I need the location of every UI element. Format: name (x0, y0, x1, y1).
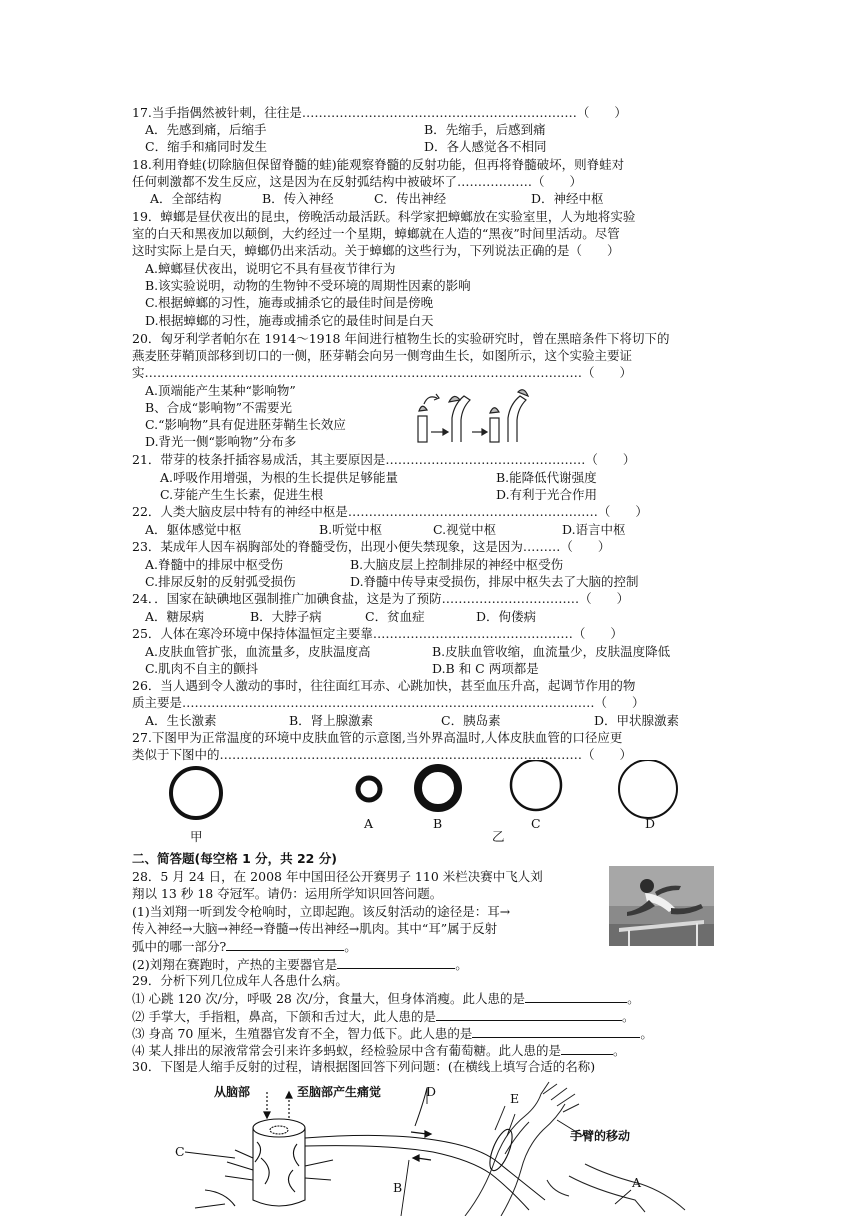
q28-line6 (132, 955, 468, 973)
q29-item1-blank[interactable] (525, 989, 627, 1003)
q25-option-c: C.肌肉不自主的颤抖 (145, 661, 259, 676)
vessel-label-jia: 甲 (190, 829, 203, 844)
q25-option-d: D.B 和 C 两项都是 (432, 661, 539, 676)
q29-item2-text: ⑵ 手掌大，手指粗，鼻高，下颌和舌过大，此人患的是 (132, 1009, 436, 1024)
q25-option-a: A.皮肤血管扩张，血流量多，皮肤温度高 (145, 644, 371, 659)
hurdler-photo (609, 866, 714, 946)
q29-item4-text: ⑷ 某人排出的尿液常常会引来许多蚂蚁，经检验尿中含有葡萄糖。此人患的是 (132, 1043, 561, 1058)
q24-option-b: B．大脖子病 (250, 609, 322, 624)
q26-option-d: D．甲状腺激素 (594, 713, 680, 728)
q28-line2: 翔以 13 秒 18 夺冠军。请仍：运用所学知识回答问题。 (132, 886, 443, 901)
q21-option-d: D.有利于光合作用 (496, 487, 598, 502)
q22-option-a: A．躯体感觉中枢 (145, 522, 242, 537)
vessel-jia (171, 768, 221, 818)
coleoptile-figure (410, 388, 535, 448)
vessel-label-a: A (364, 816, 374, 831)
label-arm-movement: 手臂的移动 (570, 1129, 631, 1143)
q20-stem-line2: 燕麦胚芽鞘顶部移到切口的一侧，胚芽鞘会向另一侧弯曲生长，如图所示，这个实验主要证 (132, 348, 633, 363)
q26-option-b: B．肾上腺激素 (289, 713, 374, 728)
q25-option-b: B.皮肤血管收缩，血流量少，皮肤温度降低 (432, 644, 671, 659)
q24-option-d: D．佝偻病 (476, 609, 537, 624)
q19-stem-line1: 19．蟑螂是昼伏夜出的昆虫，傍晚活动最活跃。科学家把蟑螂放在实验室里，人为地将实验 (132, 209, 636, 224)
q18-option-d: D．神经中枢 (531, 191, 604, 206)
muscle-e (485, 1127, 516, 1174)
q28-q2-text: (2)刘翔在赛跑时，产热的主要器官是 (132, 957, 338, 972)
q21-option-a: A.呼吸作用增强，为根的生长提供足够能量 (160, 470, 399, 485)
q21-option-b: B.能降低代谢强度 (496, 470, 597, 485)
q23-option-a: A.脊髓中的排尿中枢受伤 (145, 557, 284, 572)
q28-line1: 28．5 月 24 日，在 2008 年中国田径公开赛男子 110 米栏决赛中飞人刘 (132, 869, 543, 884)
coleoptile-step4 (508, 390, 528, 442)
reflex-label-d: D (426, 1084, 437, 1099)
q19-option-a: A.蟑螂昼伏夜出，说明它不具有昼夜节律行为 (145, 261, 396, 276)
arrow-1 (431, 429, 448, 435)
q22-option-d: D.语言中枢 (562, 522, 626, 537)
q29-item1-end: 。 (627, 991, 640, 1006)
impulse-arrows (411, 1131, 431, 1161)
q17-option-c: C．缩手和痛同时发生 (145, 139, 268, 154)
vessel-c (511, 760, 561, 810)
q23-stem: 23．某成年人因车祸胸部处的脊髓受伤，出现小便失禁现象，这是因为………（ ） (132, 539, 611, 554)
reflex-label-a: A (632, 1175, 642, 1190)
q29-item1 (132, 989, 640, 1007)
from-brain-arrow (264, 1092, 270, 1118)
reflex-label-e: E (510, 1091, 520, 1106)
q20-option-a: A.顶端能产生某种“影响物” (145, 383, 296, 398)
q23-option-c: C.排尿反射的反射弧受损伤 (145, 574, 296, 589)
vessel-label-b: B (433, 816, 443, 831)
q24-option-a: A．糖尿病 (145, 609, 205, 624)
q19-option-b: B.该实验说明，动物的生物钟不受环境的周期性因素的影响 (145, 278, 471, 293)
q29-item3-text: ⑶ 身高 70 厘米，生殖器官发育不全，智力低下。此人患的是 (132, 1026, 473, 1041)
coleoptile-step1 (418, 394, 439, 442)
q21-stem: 21．带芽的枝条扦插容易成活，其主要原因是…………………………………………（ ） (132, 452, 636, 467)
q29-item4 (132, 1041, 626, 1059)
q18-option-c: C．传出神经 (374, 191, 447, 206)
q17-option-d: D．各人感觉各不相同 (424, 139, 547, 154)
arrow-2 (472, 429, 487, 435)
q29-item3 (132, 1024, 653, 1042)
vessel-label-yi: 乙 (492, 829, 505, 844)
vessel-label-c: C (531, 816, 541, 831)
q20-option-b: B、合成“影响物”不需要光 (145, 400, 292, 415)
reflex-label-c: C (175, 1144, 185, 1159)
q28-line3: (1)当刘翔一听到发令枪响时，立即起跑。该反射活动的途径是：耳→ (132, 904, 511, 919)
q28-q1-answer-blank[interactable] (226, 937, 344, 951)
coleoptile-step3 (490, 408, 499, 442)
coleoptile-step2 (449, 396, 470, 442)
q28-q2-end: 。 (455, 957, 468, 972)
q19-option-c: C.根据蟑螂的习性，施毒或捕杀它的最佳时间是傍晚 (145, 295, 434, 310)
q28-line5 (132, 937, 357, 955)
q29-item4-end: 。 (612, 1043, 626, 1058)
q17-option-b: B．先缩手，后感到痛 (424, 122, 546, 137)
vessel-a (358, 778, 380, 800)
q29-item3-blank[interactable] (472, 1024, 640, 1038)
arm-outline (465, 1082, 685, 1216)
q18-stem-line1: 18.利用脊蛙(切除脑但保留脊髓的蛙)能观察脊髓的反射功能，但再将脊髓破坏，则脊蛙对 (132, 157, 625, 172)
q29-item3-end: 。 (640, 1026, 653, 1041)
q29-stem: 29．分析下列几位成年人各患什么病。 (132, 973, 348, 988)
q27-stem-line1: 27.下图甲为正常温度的环境中皮肤血管的示意图,当外界高温时,人体皮肤血管的口径应更 (132, 730, 623, 745)
q30-stem: 30．下图是人缩手反射的过程，请根据图回答下列问题：(在横线上填写合适的名称) (132, 1059, 596, 1074)
q23-option-d: D.脊髓中传导束受损伤，排尿中枢失去了大脑的控制 (350, 574, 639, 589)
q21-option-c: C.芽能产生生长素，促进生根 (160, 487, 324, 502)
q26-option-a: A．生长激素 (145, 713, 217, 728)
spinal-cord (195, 1119, 333, 1208)
nerve-fibers (305, 1088, 545, 1210)
label-to-brain: 至脑部产生痛觉 (297, 1085, 382, 1099)
q24-stem: 24．．国家在缺碘地区强制推广加碘食盐，这是为了预防……………………………（ ） (132, 591, 630, 606)
q18-option-b: B．传入神经 (262, 191, 334, 206)
blood-vessel-figure (160, 760, 690, 850)
q29-item2-blank[interactable] (436, 1007, 622, 1021)
vessel-label-d: D (645, 816, 656, 831)
q22-stem: 22．人类大脑皮层中特有的神经中枢是……………………………………………………（ ） (132, 504, 648, 519)
q27-stem-line2: 类似于下图中的……………………………………………………………………………（ ） (132, 747, 633, 762)
q20-stem-line3: 实……………………………………………………………………………………………（ ） (132, 365, 633, 380)
q18-stem-line2: 任何刺激都不发生反应，这是因为在反射弧结构中被破坏了………………（ ） (132, 174, 583, 189)
q29-item2 (132, 1007, 635, 1025)
label-from-brain: 从脑部 (214, 1085, 251, 1099)
vessel-d (619, 760, 677, 818)
q26-option-c: C．胰岛素 (441, 713, 501, 728)
q18-option-a: A．全部结构 (150, 191, 222, 206)
q17-option-a: A．先感到痛，后缩手 (145, 122, 267, 137)
q20-option-c: C.“影响物”具有促进胚芽鞘生长效应 (145, 417, 346, 432)
q28-line4: 传入神经→大脑→神经→脊髓→传出神经→肌肉。其中“耳”属于反射 (132, 921, 498, 936)
q19-option-d: D.根据蟑螂的习性，施毒或捕杀它的最佳时间是白天 (145, 313, 434, 328)
label-pointers (185, 1088, 631, 1216)
reflex-label-b: B (393, 1180, 403, 1195)
q20-option-d: D.背光一侧“影响物”分布多 (145, 434, 297, 449)
q28-q2-answer-blank[interactable] (337, 955, 455, 969)
q20-stem-line1: 20．匈牙利学者帕尔在 1914～1918 年间进行植物生长的实验研究时，曾在黑暗条件下将切下的 (132, 331, 670, 346)
q29-item2-end: 。 (621, 1009, 635, 1024)
vessel-b (418, 768, 458, 808)
section2-title: 二、简答题(每空格 1 分，共 22 分) (132, 851, 337, 866)
q22-option-b: B.听觉中枢 (319, 522, 383, 537)
q28-q1-text: 弧中的哪一部分? (132, 939, 227, 954)
q28-q1-end: 。 (344, 939, 357, 954)
q24-option-c: C．贫血症 (365, 609, 425, 624)
q29-item1-text: ⑴ 心跳 120 次/分，呼吸 28 次/分，食量大，但身体消瘦。此人患的是 (132, 991, 526, 1006)
q19-stem-line2: 室的白天和黑夜加以颠倒，大约经过一个星期，蟑螂就在人造的“黑夜”时间里活动。尽管 (132, 226, 620, 241)
q17-stem: 17.当手指偶然被针刺，往往是…………………………………………………………（ ） (132, 105, 627, 120)
q25-stem: 25．人体在寒冷环境中保持体温恒定主要靠…………………………………………（ ） (132, 626, 623, 641)
to-brain-arrow (286, 1092, 292, 1118)
q26-stem-line1: 26．当人遇到令人激动的事时，往往面红耳赤、心跳加快，甚至血压升高，起调节作用的物 (132, 678, 636, 693)
q29-item4-blank[interactable] (561, 1041, 613, 1055)
q26-stem-line2: 质主要是………………………………………………………………………………………（ ） (132, 695, 645, 710)
q23-option-b: B.大脑皮层上控制排尿的神经中枢受伤 (350, 557, 564, 572)
q19-stem-line3: 这时实际上是白天，蟑螂仍出来活动。关于蟑螂的这些行为，下列说法正确的是（ ） (132, 243, 620, 258)
q22-option-c: C.视觉中枢 (433, 522, 497, 537)
